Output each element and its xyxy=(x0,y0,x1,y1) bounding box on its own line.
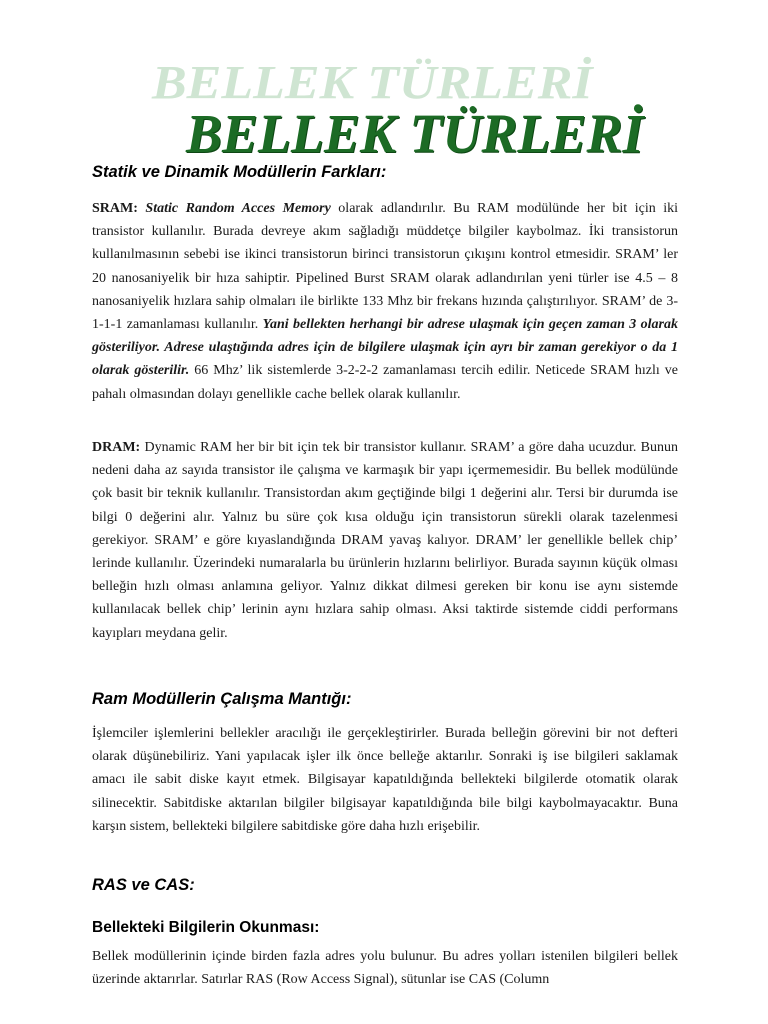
sram-lead: SRAM: xyxy=(92,201,138,216)
heading-reading-memory: Bellekteki Bilgilerin Okunması: xyxy=(92,919,320,936)
sram-text-a: olarak adlandırılır. Bu RAM modülünde her bit için iki transistor kullanılır. Burada devreye akım sağladığı müddetçe bilgiler kaybolmaz. İki transistorun kullanılmasının sebebi ise ikinci transistorun birinci transistorun çıkışını kontrol etmesidir. SRAM’ ler 20 nanosaniyelik bir hıza sahiptir. Pipelined Burst SRAM olarak adlandırılan yeni türler ise 4.5 – 8 nanosaniyelik hızlara sahip olmaları ile birlikte 133 Mhz bir frekans hızında çalıştırılıyor. SRAM’ de 3-1-1-1 zamanlaması kullanılır. xyxy=(92,201,679,333)
heading-static-dynamic: Statik ve Dinamik Modüllerin Farkları: xyxy=(92,163,387,181)
page-title: BELLEK TÜRLERİ xyxy=(186,103,644,165)
sram-lead-italic: Static Random Acces Memory xyxy=(145,201,331,216)
read-paragraph: Bellek modüllerinin içinde birden fazla adres yolu bulunur. Bu adres yolları istenilen bilgileri bellek üzerinde aktarırlar. Satırlar RAS (Row Access Signal), sütunlar ise CAS (Column xyxy=(92,949,678,988)
dram-text: Dynamic RAM her bir bit için tek bir transistor kullanır. SRAM’ a göre daha ucuzdur. Bunun nedeni daha az sayıda transistor ile çalışma ve karmaşık bir yapı içermemesidir. Bu bellek modülünde çok basit bir teknik kullanılır. Transistordan akım geçtiğinde bilgi 1 değerini alır. Tersi bir durumda ise bilgi 0 değerini alır. Yalnız bu süre çok kısa olduğu için transistorun sürekli olarak tazelenmesi gerekiyor. SRAM’ e göre kıyaslandığında DRAM yavaş kalıyor. DRAM’ ler genellikle bellek chip’ lerinde kullanılır. Üzerindeki numaralarla bu ürünlerin hızlarını belirliyor. Burada sayının küçük olması belleğin hızlı olması anlamına geliyor. Yalnız dikkat dilmesi gereken bir konu ise aynı sistemde kullanılacak bellek chip’ lerinin aynı hızlara sahip olması. Aksi taktirde sistemde ciddi performans kayıpları meydana gelir. xyxy=(92,440,678,641)
sram-paragraph xyxy=(92,197,678,406)
sram-emphasis: Yani bellekten herhangi bir adrese ulaşmak için geçen zaman 3 olarak gösteriliyor. Adrese ulaştığında adres için de bilgilere ulaşmak için ayrı bir zaman gerekiyor o da 1 olarak gösterilir. xyxy=(92,317,679,379)
heading-ram-modules: Ram Modüllerin Çalışma Mantığı: xyxy=(92,690,352,708)
dram-paragraph xyxy=(92,436,678,645)
sram-text-b: 66 Mhz’ lik sistemlerde 3-2-2-2 zamanlaması tercih edilir. Neticede SRAM hızlı ve pahalı olmasından dolayı genellikle cache bellek olarak kullanılır. xyxy=(92,363,678,402)
dram-lead: DRAM: xyxy=(92,440,141,455)
title-shadow: BELLEK TÜRLERİ xyxy=(152,56,593,110)
ram-paragraph: İşlemciler işlemlerini bellekler aracılığı ile gerçekleştirirler. Burada belleğin görevini bir not defteri olarak düşünebiliriz. Yani yapılacak işler ilk önce belleğe aktarılır. Sonraki iş ise bilgileri saklamak amacı ile sabit diske kayıt etmek. Bilgisayar kapatıldığında bellekteki bilgilerde otomatik olarak silinecektir. Sabitdiske aktarılan bilgiler bilgisayar kapatıldığında bile bilgi kaybolmayacaktır. Buna karşın sistem, bellekteki bilgilere sabitdiske göre daha hızlı erişebilir. xyxy=(92,726,678,834)
heading-ras-cas: RAS ve CAS: xyxy=(92,876,195,894)
